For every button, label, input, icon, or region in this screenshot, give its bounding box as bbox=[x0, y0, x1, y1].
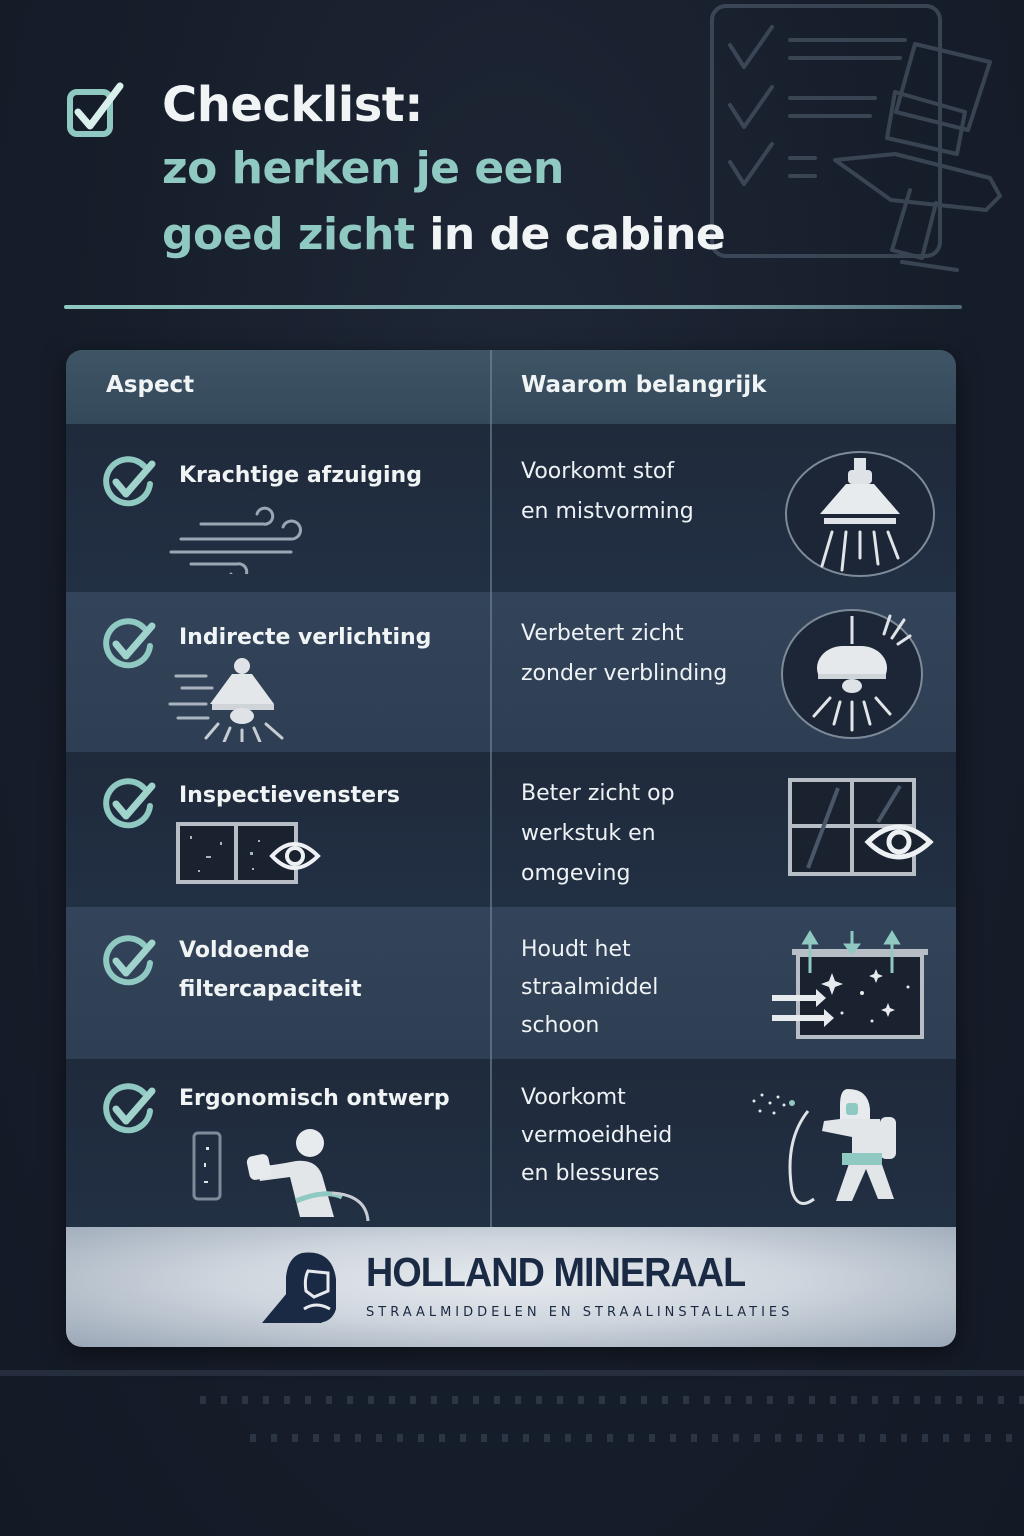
why-text bbox=[521, 614, 727, 694]
why-line: Houdt het bbox=[521, 937, 631, 962]
filter-airflow-icon bbox=[772, 929, 932, 1041]
why-line: straalmiddel bbox=[521, 975, 659, 1000]
title-line-3-highlight: goed zicht bbox=[162, 209, 415, 260]
title-line-3-rest: in de cabine bbox=[414, 209, 726, 260]
clipboard-spray-gun-icon bbox=[690, 0, 1024, 300]
why-line: Voorkomt stof bbox=[521, 459, 675, 484]
why-line: vermoeidheid bbox=[521, 1123, 673, 1148]
aspect-label: Krachtige afzuiging bbox=[179, 463, 422, 488]
aspect-label bbox=[179, 931, 362, 1009]
aspect-label: Indirecte verlichting bbox=[179, 625, 432, 650]
pendant-lamp-icon bbox=[780, 606, 930, 742]
check-circle-icon bbox=[100, 454, 162, 508]
blaster-worker-icon bbox=[748, 1087, 918, 1217]
table-header bbox=[66, 350, 956, 424]
title-divider bbox=[64, 305, 962, 309]
check-circle-icon bbox=[100, 1081, 162, 1135]
window-eye-icon bbox=[176, 822, 336, 886]
aspect-label: Inspectievensters bbox=[179, 783, 401, 808]
why-line: werkstuk en bbox=[521, 821, 656, 846]
table-row bbox=[66, 592, 956, 752]
why-line: Verbetert zicht bbox=[521, 621, 684, 646]
background-texture bbox=[200, 1396, 1024, 1404]
brand-footer bbox=[66, 1227, 956, 1347]
title-line-1: Checklist: bbox=[162, 77, 423, 133]
table-row bbox=[66, 752, 956, 907]
blast-helmet-icon bbox=[262, 1247, 362, 1327]
brand-name: HOLLAND MINERAAL bbox=[366, 1249, 746, 1295]
check-circle-icon bbox=[100, 776, 162, 830]
table-row bbox=[66, 1059, 956, 1227]
why-text bbox=[521, 774, 675, 894]
aspect-line: Voldoende bbox=[179, 938, 310, 963]
why-line: schoon bbox=[521, 1013, 600, 1038]
background-stripe bbox=[0, 1370, 1024, 1376]
background-texture bbox=[250, 1434, 1024, 1442]
worker-ergonomic-icon bbox=[192, 1127, 382, 1223]
why-line: omgeving bbox=[521, 861, 631, 886]
wind-icon bbox=[161, 504, 321, 574]
why-line: zonder verblinding bbox=[521, 661, 728, 686]
window-eye-icon bbox=[788, 778, 938, 878]
checkbox-icon bbox=[66, 82, 126, 142]
column-header-aspect: Aspect bbox=[106, 372, 195, 398]
check-circle-icon bbox=[100, 616, 162, 670]
table-row bbox=[66, 907, 956, 1059]
why-line: en mistvorming bbox=[521, 499, 694, 524]
page-title bbox=[162, 74, 725, 268]
why-text bbox=[521, 931, 658, 1045]
aspect-label: Ergonomisch ontwerp bbox=[179, 1086, 450, 1111]
why-text bbox=[521, 1079, 672, 1193]
check-circle-icon bbox=[100, 933, 162, 987]
table-row bbox=[66, 424, 956, 592]
shower-nozzle-icon bbox=[784, 448, 936, 578]
column-divider bbox=[490, 350, 492, 1227]
title-line-2: zo herken je een bbox=[162, 143, 564, 194]
why-text bbox=[521, 452, 694, 532]
column-header-why: Waarom belangrijk bbox=[521, 372, 767, 398]
checklist-table bbox=[66, 350, 956, 1347]
why-line: en blessures bbox=[521, 1161, 660, 1186]
aspect-line: filtercapaciteit bbox=[179, 977, 362, 1002]
why-line: Voorkomt bbox=[521, 1085, 626, 1110]
why-line: Beter zicht op bbox=[521, 781, 675, 806]
brand-tagline: STRAALMIDDELEN EN STRAALINSTALLATIES bbox=[366, 1305, 794, 1320]
ceiling-lamp-icon bbox=[166, 658, 316, 742]
